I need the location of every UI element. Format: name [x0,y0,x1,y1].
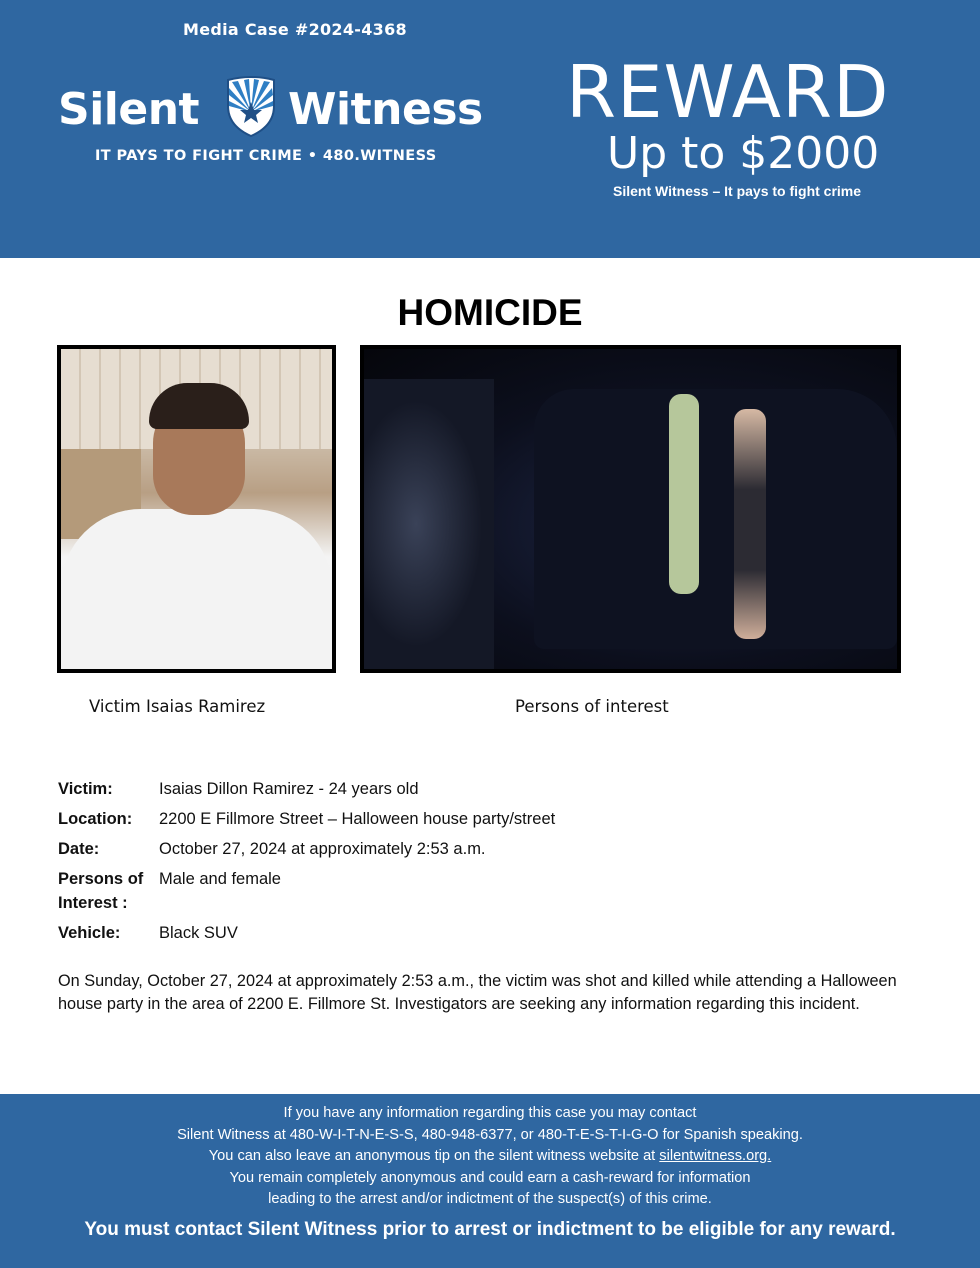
detail-label: Date: [58,840,100,858]
reward-subtitle: Silent Witness – It pays to fight crime [613,183,862,199]
detail-value: Black SUV [159,924,238,942]
silentwitness-link[interactable]: silentwitness.org. [659,1148,772,1164]
victim-photo [57,345,336,673]
reward-eligibility-notice: You must contact Silent Witness prior to arrest or indictment to be eligible for any reward. [84,1218,896,1240]
media-case-number: Media Case #2024-4368 [183,20,407,39]
detail-value: Male and female [159,870,281,888]
reward-heading: REWARD [566,50,890,134]
poi-photo-caption: Persons of interest [515,697,669,716]
footer-website-prefix: You can also leave an anonymous tip on the silent witness website at [208,1148,660,1164]
detail-row-persons-of-interest [58,867,918,915]
detail-row-vehicle [58,921,918,945]
white-shirt [61,509,332,673]
male-person-of-interest [669,394,699,594]
case-details [58,777,918,951]
footer-line-website [0,1146,980,1168]
case-narrative: On Sunday, October 27, 2024 at approximately 2:53 a.m., the victim was shot and killed while attending a Halloween house party in the area of 2200 E. Fillmore St. Investigators are seeking any information regarding this incident. [58,972,897,1013]
detail-value: 2200 E Fillmore Street – Halloween house party/street [159,810,556,828]
detail-label: Vehicle: [58,924,121,942]
page-title: HOMICIDE [397,292,583,333]
victim-photo-caption: Victim Isaias Ramirez [89,697,266,716]
header-banner [0,0,980,258]
detail-label: Persons of Interest : [58,870,144,912]
arizona-shield-star-icon [224,76,278,138]
footer-line-phones: Silent Witness at 480-W-I-T-N-E-S-S, 480-948-6377, or 480-T-E-S-T-I-G-O for Spanish speaking. [177,1126,803,1143]
logo-word-silent: Silent [58,84,200,135]
detail-label: Victim: [58,780,113,798]
black-suv [534,389,897,649]
detail-row-date [58,837,918,861]
logo-word-witness: Witness [288,84,483,135]
contact-footer [0,1094,980,1268]
detail-label: Location: [58,810,133,828]
footer-line: leading to the arrest and/or indictment of the suspect(s) of this crime. [268,1191,712,1207]
reward-amount: Up to $2000 [607,128,880,179]
persons-of-interest-photo [360,345,901,673]
detail-value: Isaias Dillon Ramirez - 24 years old [159,780,419,798]
vehicle-left [364,379,494,669]
silent-witness-logo [58,74,518,174]
female-person-of-interest [734,409,766,639]
detail-row-victim [58,777,918,801]
detail-value: October 27, 2024 at approximately 2:53 a.m. [159,840,486,858]
footer-line: You remain completely anonymous and could earn a cash-reward for information [229,1169,751,1186]
logo-tagline: IT PAYS TO FIGHT CRIME • 480.WITNESS [95,148,437,164]
footer-line: If you have any information regarding this case you may contact [283,1105,697,1121]
detail-row-location [58,807,918,831]
